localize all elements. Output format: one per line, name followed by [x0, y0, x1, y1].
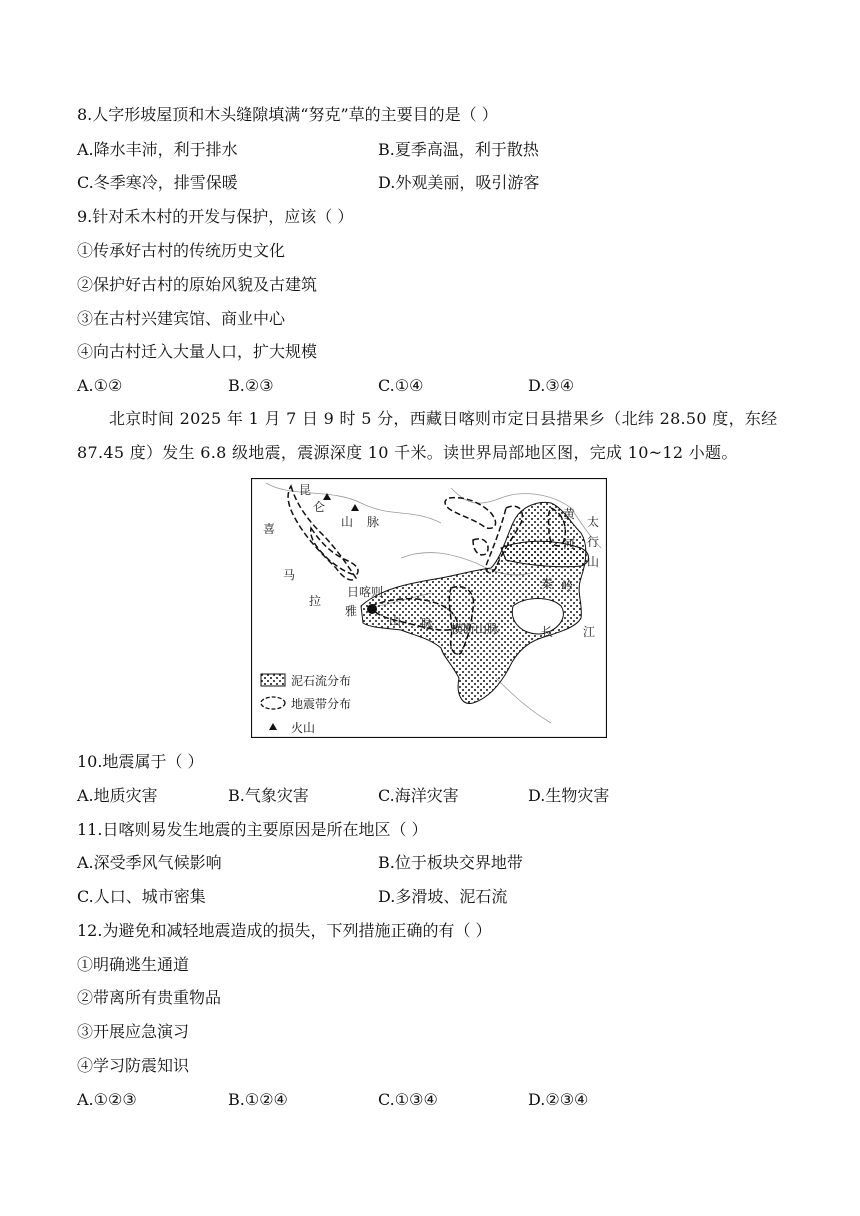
q12-item-1: ①明确逃生通道: [77, 955, 190, 974]
q12-option-b: B.①②④: [228, 1090, 288, 1109]
question-11-stem: 11.日喀则易发生地震的主要原因是所在地区（ ）: [77, 820, 428, 839]
q8-option-c: C.冬季寒冷，排雪保暖: [77, 173, 238, 192]
legend-debris-swatch: [261, 674, 285, 686]
q11-option-a: A.深受季风气候影响: [77, 853, 222, 872]
q9-option-c: C.①④: [378, 376, 424, 395]
q10-option-b: B.气象灾害: [228, 786, 309, 805]
q12-option-d: D.②③④: [528, 1090, 589, 1109]
map-label-ya: 雅: [345, 604, 358, 618]
map-label-la: 拉: [309, 594, 322, 608]
q10-option-a: A.地质灾害: [77, 786, 158, 805]
map-label-qin: 秦: [541, 577, 554, 591]
map-label-rikaze: 日喀则: [347, 585, 384, 599]
map-label-huang: 黄: [563, 507, 576, 521]
q12-option-a: A.①②③: [77, 1090, 137, 1109]
rikaze-point: [367, 604, 377, 614]
q8-option-d: D.外观美丽，吸引游客: [378, 173, 540, 192]
q9-option-a: A.①②: [77, 376, 123, 395]
q9-option-d: D.③④: [528, 376, 575, 395]
q8-option-a: A.降水丰沛，利于排水: [77, 140, 238, 159]
q9-item-2: ②保护好古村的原始风貌及古建筑: [77, 275, 318, 294]
map-label-mai2: 脉: [421, 617, 434, 631]
q9-item-3: ③在古村兴建宾馆、商业中心: [77, 309, 286, 328]
q9-item-1: ①传承好古村的传统历史文化: [77, 241, 286, 260]
legend-quake-label: 地震带分布: [291, 697, 352, 711]
question-10-stem: 10.地震属于（ ）: [77, 752, 204, 771]
map-label-hengduan: 横断山脉: [451, 622, 500, 636]
q9-item-4: ④向古村迁入大量人口，扩大规模: [77, 342, 318, 361]
map-label-chang: 长: [541, 625, 554, 639]
legend-debris-label: 泥石流分布: [291, 674, 352, 688]
question-8-stem: 8.人字形坡屋顶和木头缝隙填满“努克”草的主要目的是（ ）: [77, 105, 498, 124]
map-label-mai1: 脉: [367, 515, 380, 529]
q10-option-c: C.海洋灾害: [378, 786, 459, 805]
map-label-lun: 仑: [313, 500, 326, 514]
question-12-stem: 12.为避免和减轻地震造成的损失，下列措施正确的有（ ）: [77, 921, 492, 940]
q12-option-c: C.①③④: [378, 1090, 438, 1109]
regional-map-figure: [251, 478, 607, 738]
map-label-xi: 喜: [263, 522, 276, 536]
legend-volcano-label: 火山: [291, 721, 316, 735]
q12-item-2: ②带离所有贵重物品: [77, 988, 222, 1007]
map-label-he: 河: [563, 537, 576, 551]
q8-option-b: B.夏季高温，利于散热: [378, 140, 539, 159]
map-label-ling: 岭: [561, 579, 574, 593]
q11-option-c: C.人口、城市密集: [77, 887, 206, 906]
earthquake-intro-paragraph: 北京时间 2025 年 1 月 7 日 9 时 5 分，西藏日喀则市定日县措果乡（北纬 28.50 度，东经 87.45 度）发生 6.8 级地震，震源深度 10 千米。读世界局部地区图，完成 10~12 小题。: [77, 409, 778, 462]
map-label-kun: 昆: [299, 483, 312, 497]
q11-option-d: D.多滑坡、泥石流: [378, 887, 508, 906]
q12-item-3: ③开展应急演习: [77, 1022, 190, 1041]
q10-option-d: D.生物灾害: [528, 786, 610, 805]
map-label-hang: 行: [587, 535, 600, 549]
q9-option-b: B.②③: [228, 376, 274, 395]
question-9-stem: 9.针对禾木村的开发与保护，应该（ ）: [77, 207, 354, 226]
map-label-ma: 马: [283, 568, 296, 582]
q11-option-b: B.位于板块交界地带: [378, 853, 523, 872]
map-label-shan1: 山: [341, 515, 354, 529]
map-label-shan2: 山: [389, 614, 402, 628]
map-label-jiang: 江: [583, 625, 596, 639]
q12-item-4: ④学习防震知识: [77, 1056, 190, 1075]
map-label-tai: 太: [587, 515, 600, 529]
map-label-shan3: 山: [587, 555, 600, 569]
